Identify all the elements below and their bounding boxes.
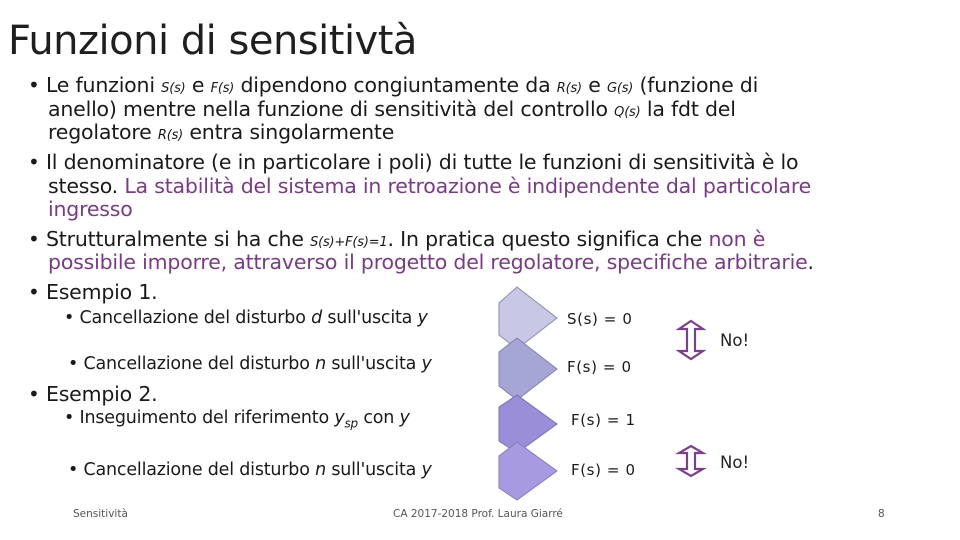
text: Cancellazione del disturbo [83, 354, 316, 374]
bullet-marker: • [28, 73, 40, 97]
text: (funzione di [633, 73, 759, 97]
math-r: R(s) [556, 81, 582, 96]
chevron-arrow-icon [499, 338, 559, 400]
math-r: R(s) [157, 128, 184, 143]
text: Il denominatore (e in particolare i poli) di tutte le funzioni di sensitività è lo [45, 150, 799, 174]
text: Cancellazione del disturbo [79, 308, 312, 328]
example-2-row-2 [68, 460, 432, 480]
bullet-marker: • [68, 354, 79, 374]
math-s: S(s) [161, 81, 186, 96]
text: Esempio 1. [45, 280, 158, 304]
highlight-text: ingresso [48, 197, 133, 221]
text: con [357, 408, 400, 428]
text: . In pratica questo significa che [387, 227, 709, 251]
page-number: 8 [878, 508, 885, 520]
bullet-2-line-3 [48, 197, 133, 221]
chevron-arrow-icon [499, 442, 559, 500]
bullet-1-line-2 [48, 97, 736, 121]
text: Cancellazione del disturbo [83, 460, 316, 480]
bullet-3-line-1 [28, 227, 765, 251]
result-f-one: F(s) = 1 [571, 411, 636, 429]
bullet-1-line-3 [48, 120, 394, 144]
result-s-zero: S(s) = 0 [567, 310, 633, 328]
math-var: y [334, 408, 345, 428]
double-arrow-icon [679, 321, 703, 359]
math-q: Q(s) [614, 105, 641, 120]
bullet-2-line-2 [48, 174, 811, 198]
text: entra singolarmente [183, 120, 395, 144]
double-arrow-icon [679, 446, 703, 476]
example-2-row-1 [64, 408, 410, 431]
math-identity: S(s)+F(s)=1 [310, 235, 388, 250]
text: sull'uscita [325, 460, 422, 480]
conflict-label: No! [720, 453, 750, 472]
text: anello) mentre nella funzione di sensitività del controllo [48, 97, 615, 121]
math-f: F(s) [210, 81, 235, 96]
math-var: y [421, 460, 432, 480]
bullet-2-line-1 [28, 150, 798, 174]
math-var: y [399, 408, 410, 428]
text: Esempio 2. [45, 382, 158, 406]
text: dipendono congiuntamente da [234, 73, 557, 97]
footer-course: CA 2017-2018 Prof. Laura Giarré [393, 508, 563, 520]
bullet-example-1 [28, 280, 157, 304]
bullet-example-2 [28, 382, 157, 406]
result-f-zero: F(s) = 0 [567, 358, 632, 376]
text: Strutturalmente si ha che [45, 227, 311, 251]
bullet-1-line-1 [28, 73, 758, 97]
math-var: n [315, 354, 326, 374]
bullet-3-line-2 [48, 250, 814, 274]
bullet-marker: • [28, 227, 40, 251]
conflict-label: No! [720, 331, 750, 350]
highlight-text: possibile imporre, attraverso il progetto del regolatore, specifiche arbitrarie [48, 250, 808, 274]
text: sull'uscita [321, 308, 418, 328]
page-title: Funzioni di sensitivtà [8, 18, 417, 64]
text: stesso. [48, 174, 125, 198]
text: e [581, 73, 607, 97]
text: . [807, 250, 814, 274]
text: e [185, 73, 211, 97]
example-1-row-2 [68, 354, 432, 374]
footer-section: Sensitività [73, 508, 128, 520]
math-g: G(s) [606, 81, 634, 96]
math-var: y [421, 354, 432, 374]
bullet-marker: • [64, 408, 75, 428]
bullet-marker: • [28, 280, 40, 304]
text: sull'uscita [325, 354, 422, 374]
math-var: y [417, 308, 428, 328]
bullet-marker: • [28, 150, 40, 174]
example-1-row-1 [64, 308, 428, 328]
highlight-text: non è [708, 227, 766, 251]
text: la fdt del [640, 97, 736, 121]
text: Inseguimento del riferimento [79, 408, 335, 428]
math-var: n [315, 460, 326, 480]
math-subscript: sp [344, 416, 358, 431]
bullet-marker: • [28, 382, 40, 406]
result-f-zero: F(s) = 0 [571, 461, 636, 479]
bullet-marker: • [64, 308, 75, 328]
text: regolatore [48, 120, 158, 144]
text: Le funzioni [45, 73, 162, 97]
math-var: d [311, 308, 322, 328]
bullet-marker: • [68, 460, 79, 480]
highlight-text: La stabilità del sistema in retroazione è indipendente dal particolare [124, 174, 812, 198]
